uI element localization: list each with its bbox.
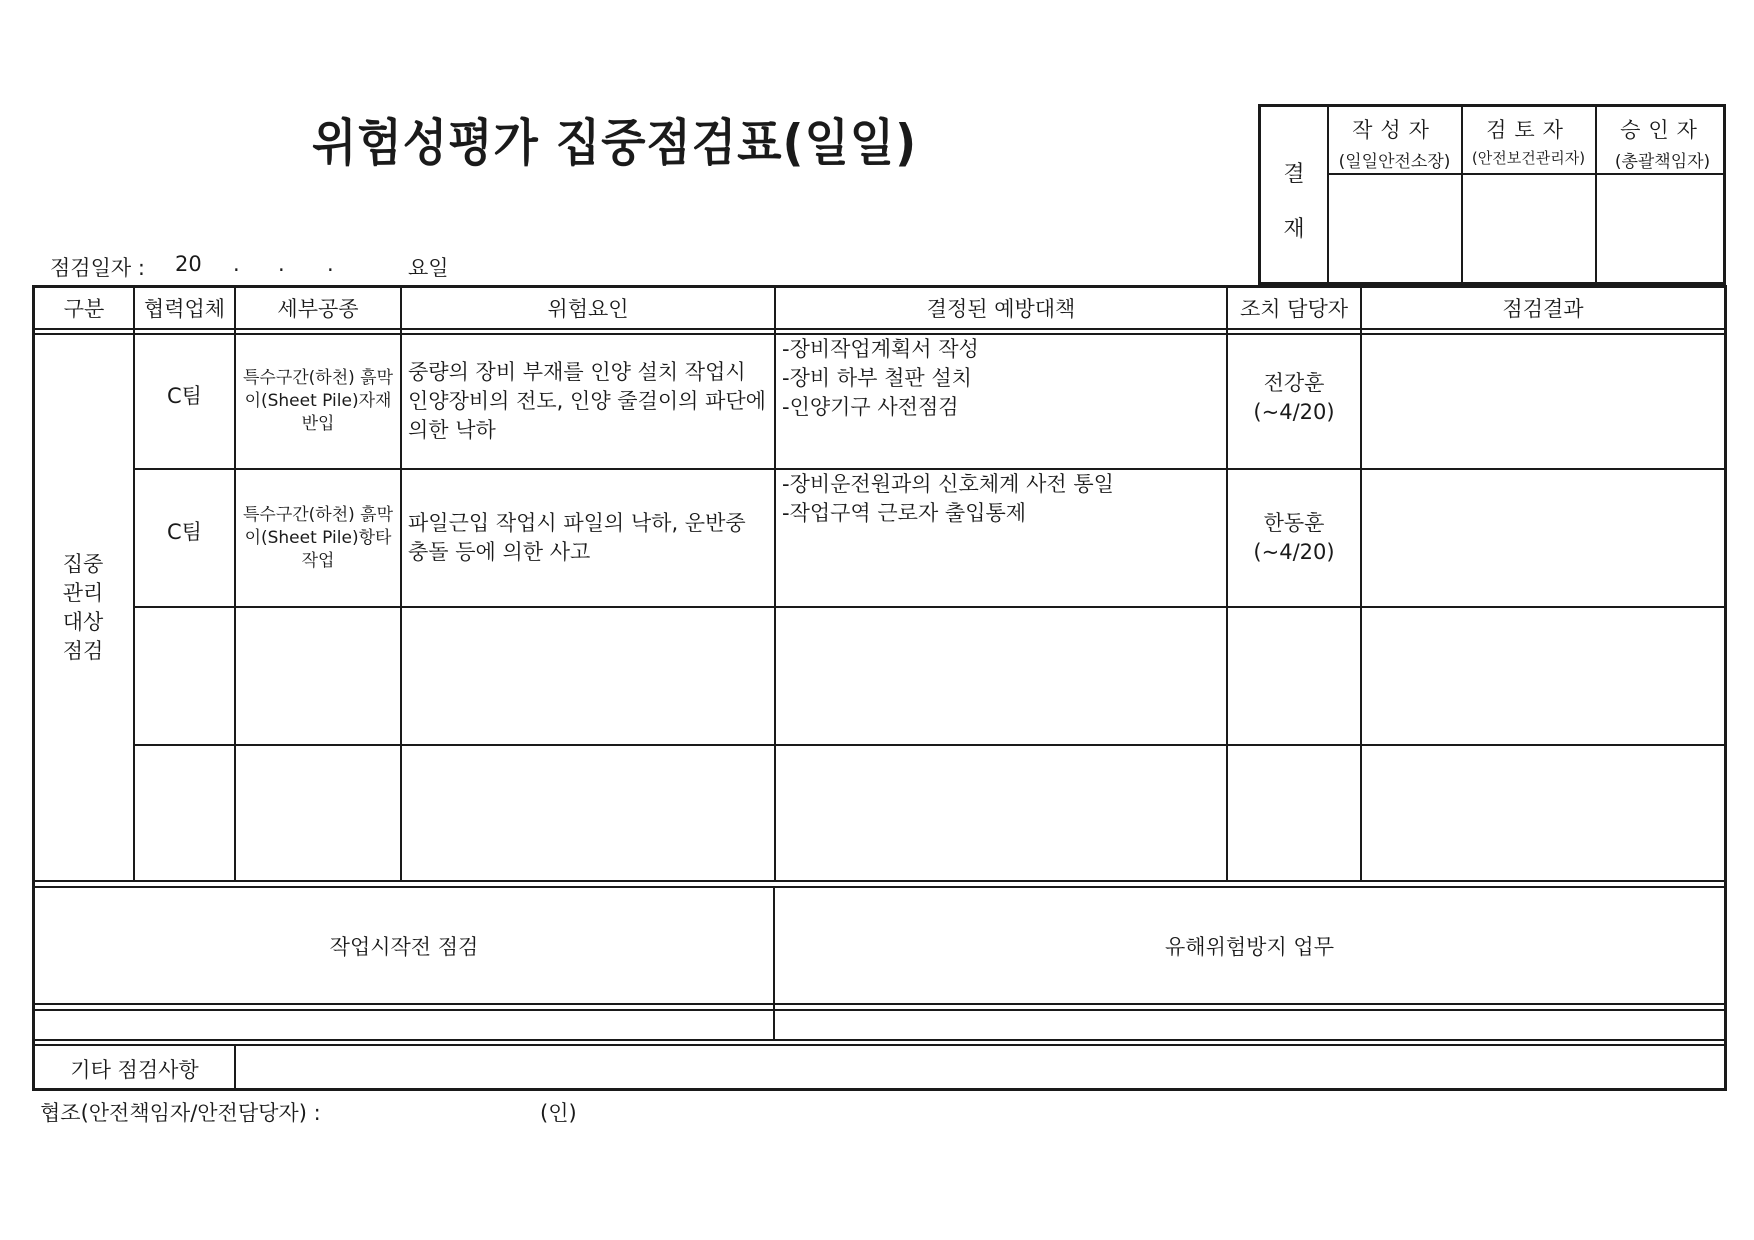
header-company: 협력업체 [143,297,226,321]
row-2-manager-cell [1228,470,1360,606]
row-1-company: C팀 [167,383,202,408]
approval-sign-reviewer[interactable] [1463,175,1593,283]
row-2-manager: 한동훈 [1263,511,1325,535]
inspection-date-year[interactable]: 20 [175,252,202,276]
hazard-prevention-label: 유해위험방지 업무 [1165,934,1334,959]
approval-role-reviewer: 검토자 [1486,118,1571,142]
row-1-work-type: 특수구간(하천) 흙막이(Sheet Pile)자재반입 [242,368,394,434]
category-label: 집중 관리 대상 점검 [62,551,104,663]
inspection-date-label: 점검일자 : [50,256,145,280]
row-1-measure: -장비작업계획서 작성 [782,337,979,361]
pre-work-check-label: 작업시작전 점검 [329,934,479,959]
row-1-measure: -장비 하부 철판 설치 [782,366,972,390]
footer-seal: (인) [540,1101,577,1125]
row-2-measure: -작업구역 근로자 출입통제 [782,501,1027,525]
row-1-result[interactable] [1362,335,1724,468]
inspection-date-dot: . [233,252,240,276]
row-2-work-type: 특수구간(하천) 흙막이(Sheet Pile)항타작업 [242,504,394,571]
row-2-hazard: 파일근입 작업시 파일의 낙하, 운반중 충돌 등에 의한 사고 [408,511,746,564]
hazard-prevention-input[interactable] [775,1011,1724,1039]
inspection-date-weekday: 요일 [408,256,449,280]
pre-work-check-input[interactable] [35,1011,773,1039]
row-1-manager-cell [1228,335,1360,468]
header-category: 구분 [63,297,105,321]
inspection-date-dot: . [327,252,334,276]
inspection-date-dot: . [278,252,285,276]
approval-role-reviewer-sub: (안전보건관리자) [1471,149,1586,167]
row-1-measures [776,335,1226,468]
approval-role-writer-sub: (일일안전소장) [1338,152,1451,172]
row-2-measures [776,470,1226,606]
inspection-table [32,285,1727,1091]
approval-role-approver-sub: (총괄책임자) [1614,152,1711,172]
page-title: 위험성평가 집중점검표(일일) [312,114,918,172]
footer-cooperation-label: 협조(안전책임자/안전담당자) : [40,1101,321,1125]
row-2-company: C팀 [167,520,202,544]
header-hazard: 위험요인 [547,297,629,321]
row-1-hazard: 중량의 장비 부재를 인양 설치 작업시 인양장비의 전도, 인양 줄걸이의 파단에 의한 낙하 [408,360,766,442]
other-items-label: 기타 점검사항 [70,1057,199,1082]
row-1-manager: 전강훈 [1263,370,1325,395]
approval-label-bottom: 재 [1283,217,1305,242]
empty-row[interactable] [135,746,1724,880]
approval-sign-writer[interactable] [1329,175,1459,283]
header-work-type: 세부공종 [277,297,359,321]
approval-label-top: 결 [1283,162,1305,187]
header-measures: 결정된 예방대책 [926,297,1076,321]
row-2-period: (~4/20) [1253,540,1335,564]
row-2-measure: -장비운전원과의 신호체계 사전 통일 [782,472,1114,496]
row-2-result[interactable] [1362,470,1724,606]
approval-sign-approver[interactable] [1597,175,1725,283]
other-items-input[interactable] [236,1046,1724,1091]
header-result: 점검결과 [1502,297,1584,321]
approval-role-writer: 작성자 [1352,118,1437,142]
approval-box [1258,104,1726,285]
row-1-measure: -인양기구 사전점검 [782,395,959,419]
approval-role-approver: 승인자 [1620,118,1705,142]
empty-row[interactable] [135,608,1724,744]
header-manager: 조치 담당자 [1239,297,1349,321]
row-1-period: (~4/20) [1253,399,1335,424]
